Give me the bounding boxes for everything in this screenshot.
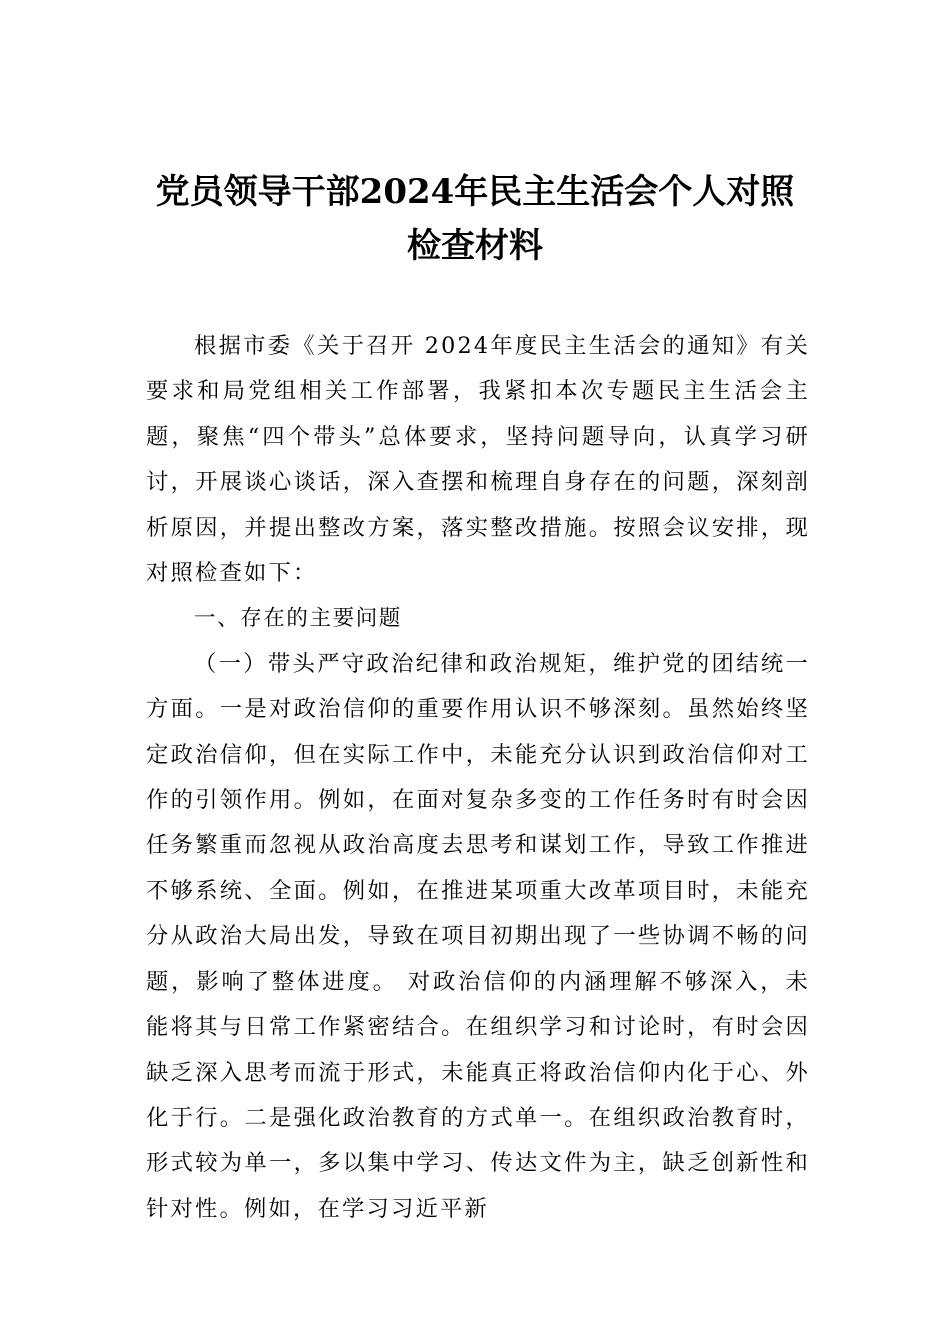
document-title-line1: 党员领导干部2024年民主生活会个人对照 <box>155 172 795 212</box>
body-paragraph: （一）带头严守政治纪律和政治规矩，维护党的团结统一方面。一是对政治信仰的重要作用认识不够深刻。虽然始终坚定政治信仰，但在实际工作中，未能充分认识到政治信仰对工作的引领作用。例如，在面对复杂多变的工作任务时有时会因任务繁重而忽视从政治高度去思考和谋划工作，导致工作推进不够系统、全面。例如，在推进某项重大改革项目时，未能充分从政治大局出发，导致在项目初期出现了一些协调不畅的问题，影响了整体进度。 对政治信仰的内涵理解不够深入，未能将其与日常工作紧密结合。在组织学习和讨论时，有时会因缺乏深入思考而流于形式，未能真正将政治信仰内化于心、外化于行。二是强化政治教育的方式单一。在组织政治教育时，形式较为单一，多以集中学习、传达文件为主，缺乏创新性和针对性。例如，在学习习近平新 <box>146 650 810 1222</box>
document-title-line2: 检查材料 <box>407 226 543 266</box>
section-heading: 一、存在的主要问题 <box>194 606 402 632</box>
intro-paragraph: 根据市委《关于召开 2024年度民主生活会的通知》有关要求和局党组相关工作部署，我紧扣本次专题民主生活会主题，聚焦“四个带头”总体要求，坚持问题导向，认真学习研讨，开展谈心谈话，深入查摆和梳理自身存在的问题，深刻剖析原因，并提出整改方案，落实整改措施。按照会议安排，现对照检查如下： <box>146 333 810 587</box>
document-body <box>146 324 810 1232</box>
